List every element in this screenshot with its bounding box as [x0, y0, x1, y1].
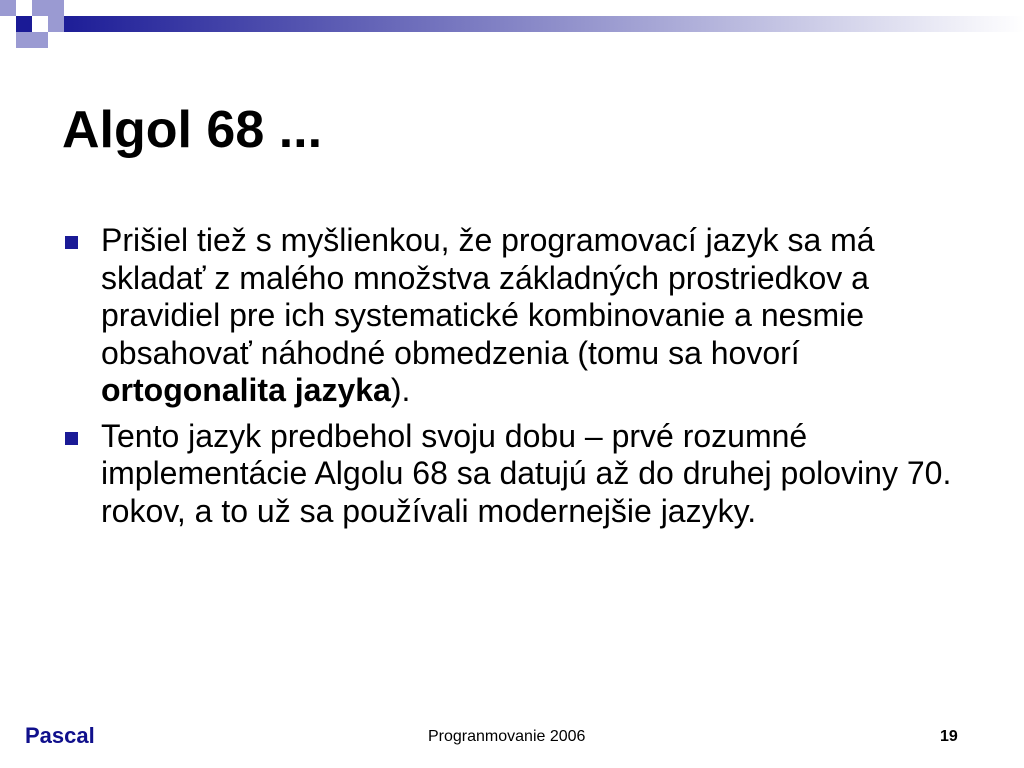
bullet-item: [62, 418, 987, 531]
bullet-item: [62, 222, 987, 410]
footer-course-title: Progranmovanie 2006: [428, 728, 586, 745]
slide-number: 19: [940, 728, 958, 745]
bullet-text-end: ).: [390, 372, 411, 408]
footer-brand: Pascal: [25, 723, 95, 748]
header-decoration: [0, 0, 1024, 70]
bullet-text: Tento jazyk predbehol svoju dobu – prvé rozumné implementácie Algolu 68 sa datujú až do druhej poloviny 70. rokov, a to už sa používali modernejšie jazyky.: [101, 417, 952, 529]
square-bullet-icon: [65, 432, 78, 445]
bullet-text: Prišiel tiež s myšlienkou, že programovací jazyk sa má skladať z malého množstva základných prostriedkov a pravidiel pre ich systematické kombinovanie a nesmie obsahovať náhodné obmedzenia (tomu sa hovorí: [101, 222, 875, 371]
bullet-list: [62, 222, 987, 538]
square-bullet-icon: [65, 236, 78, 249]
bullet-bold-term: ortogonalita jazyka: [101, 372, 391, 408]
slide-title: Algol 68 ...: [62, 101, 323, 159]
